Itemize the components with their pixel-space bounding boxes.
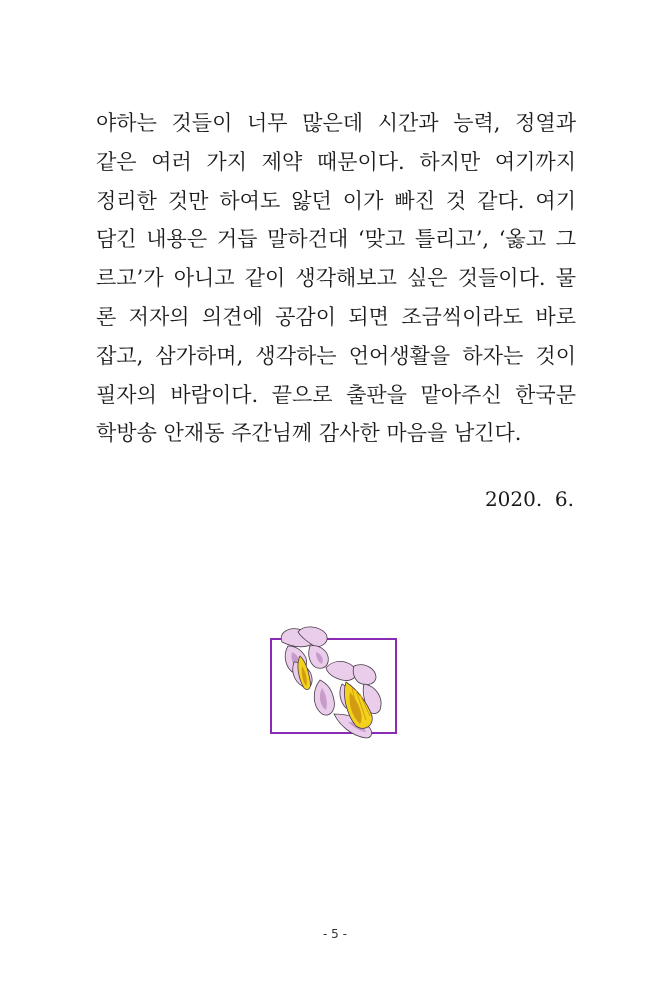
body-paragraph: [96, 104, 576, 453]
orchid-illustration: [268, 622, 404, 746]
paragraph-line: 정리한 것만 하여도 앓던 이가 빠진 것 같다. 여기: [96, 188, 576, 213]
paragraph-line: 필자의 바람이다. 끝으로 출판을 맡아주신 한국문: [96, 382, 576, 407]
date-line: 2020. 6.: [484, 487, 574, 511]
paragraph-line: 같은 여러 가지 제약 때문이다. 하지만 여기까지: [96, 149, 576, 174]
page-number: - 5 -: [323, 927, 347, 941]
paragraph-line: 르고’가 아니고 같이 생각해보고 싶은 것들이다. 물: [96, 266, 576, 291]
paragraph-line: 론 저자의 의견에 공감이 되면 조금씩이라도 바로: [96, 304, 576, 329]
paragraph-line: 학방송 안재동 주간님께 감사한 마음을 남긴다.: [96, 421, 522, 446]
paragraph-line: 담긴 내용은 거듭 말하건대 ‘맞고 틀리고’, ‘옳고 그: [96, 227, 576, 252]
paragraph-line: 잡고, 삼가하며, 생각하는 언어생활을 하자는 것이: [96, 343, 576, 368]
paragraph-line: 야하는 것들이 너무 많은데 시간과 능력, 정열과: [96, 111, 576, 135]
